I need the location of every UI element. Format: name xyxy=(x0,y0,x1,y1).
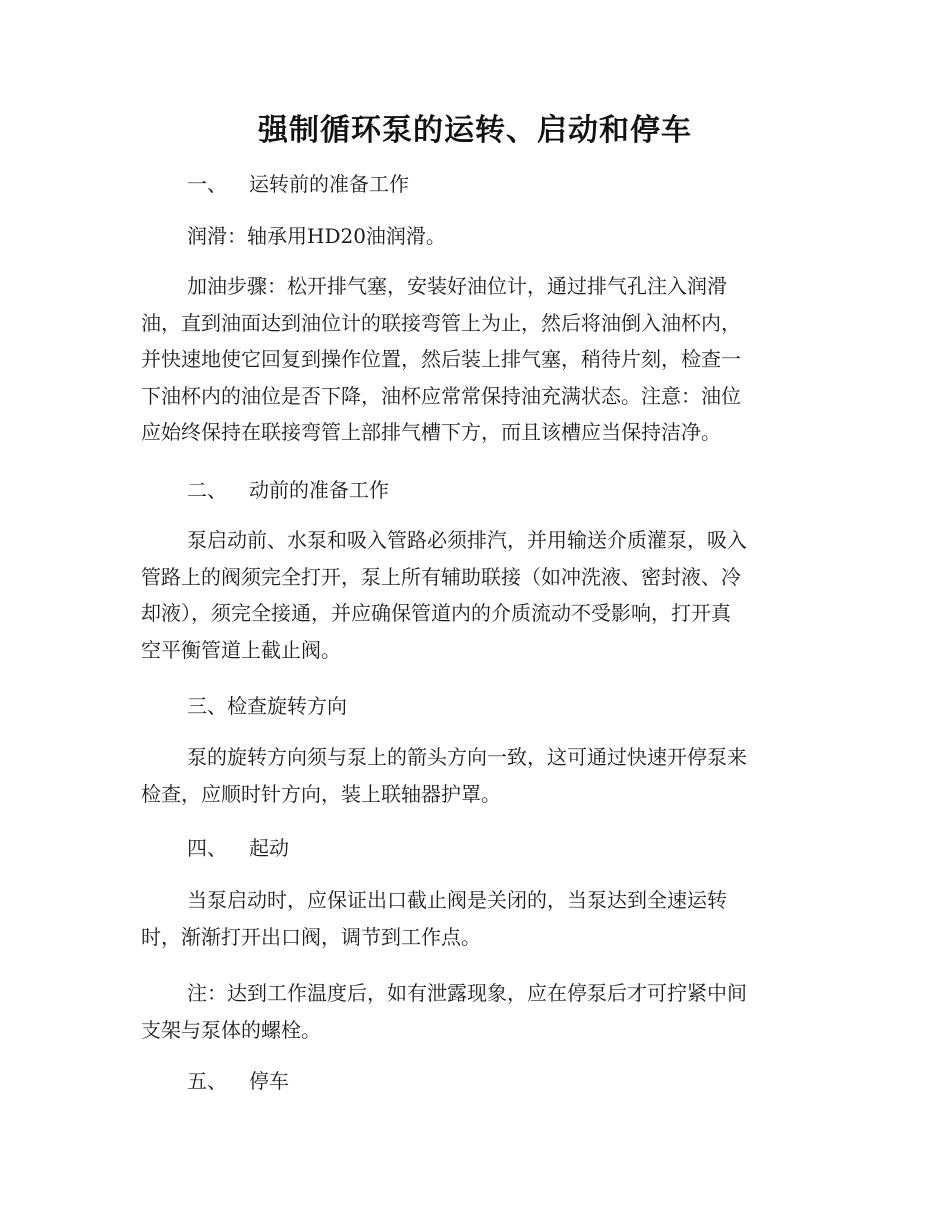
paragraph-line: 泵的旋转方向须与泵上的箭头方向一致，这可通过快速开停泵来 xyxy=(187,745,747,769)
paragraph-line: 泵启动前、水泵和吸入管路必须排汽，并用输送介质灌泵，吸入 xyxy=(187,528,747,552)
paragraph-line: 当泵启动时，应保证出口截止阀是关闭的，当泵达到全速运转 xyxy=(187,888,727,912)
paragraph-line: 下油杯内的油位是否下降，油杯应常常保持油充满状态。注意：油位 xyxy=(141,383,741,408)
section-heading-text: 停车 xyxy=(249,1069,289,1093)
paragraph-line: 润滑：轴承用HD20油润滑。 xyxy=(187,224,446,248)
paragraph-line: 加油步骤：松开排气塞，安装好油位计，通过排气孔注入润滑 xyxy=(187,274,727,298)
section-heading-text: 运转前的准备工作 xyxy=(249,172,409,196)
paragraph-startup xyxy=(141,882,793,955)
paragraph-prestart xyxy=(141,522,793,668)
paragraph-line: 却液），须完全接通，并应确保管道内的介质流动不受影响，打开真 xyxy=(141,601,731,625)
paragraph-line: 支架与泵体的螺栓。 xyxy=(141,1017,321,1042)
paragraph-note xyxy=(141,975,793,1048)
section-number: 一、 xyxy=(187,172,227,196)
section-heading-5 xyxy=(187,1067,289,1095)
section-heading-text: 起动 xyxy=(249,836,289,860)
paragraph-line: 并快速地使它回复到操作位置，然后装上排气塞，稍待片刻，检查一 xyxy=(141,347,741,371)
section-heading-text: 动前的准备工作 xyxy=(249,478,389,502)
paragraph-oil-steps xyxy=(141,268,793,451)
section-heading-1 xyxy=(187,170,409,198)
document-title: 强制循环泵的运转、启动和停车 xyxy=(258,113,692,148)
section-number: 五、 xyxy=(187,1069,227,1093)
paragraph-line: 管路上的阀须完全打开，泵上所有辅助联接（如冲洗液、密封液、冷 xyxy=(141,564,741,589)
paragraph-line: 应始终保持在联接弯管上部排气槽下方，而且该槽应当保持洁净。 xyxy=(141,420,721,444)
section-heading-2 xyxy=(187,476,389,504)
paragraph-lubrication xyxy=(141,218,793,255)
section-heading-4 xyxy=(187,834,289,862)
section-number: 二、 xyxy=(187,478,227,502)
section-number: 四、 xyxy=(187,836,227,860)
paragraph-line: 油，直到油面达到油位计的联接弯管上为止，然后将油倒入油杯内， xyxy=(141,310,741,335)
section-heading-3 xyxy=(187,692,347,720)
section-heading-text: 三、检查旋转方向 xyxy=(187,694,347,718)
paragraph-line: 时，渐渐打开出口阀，调节到工作点。 xyxy=(141,924,481,949)
paragraph-line: 空平衡管道上截止阀。 xyxy=(141,637,341,662)
paragraph-line: 检查，应顺时针方向，装上联轴器护罩。 xyxy=(141,781,501,806)
paragraph-line: 注：达到工作温度后，如有泄露现象，应在停泵后才可拧紧中间 xyxy=(187,981,747,1005)
paragraph-rotation xyxy=(141,739,793,812)
